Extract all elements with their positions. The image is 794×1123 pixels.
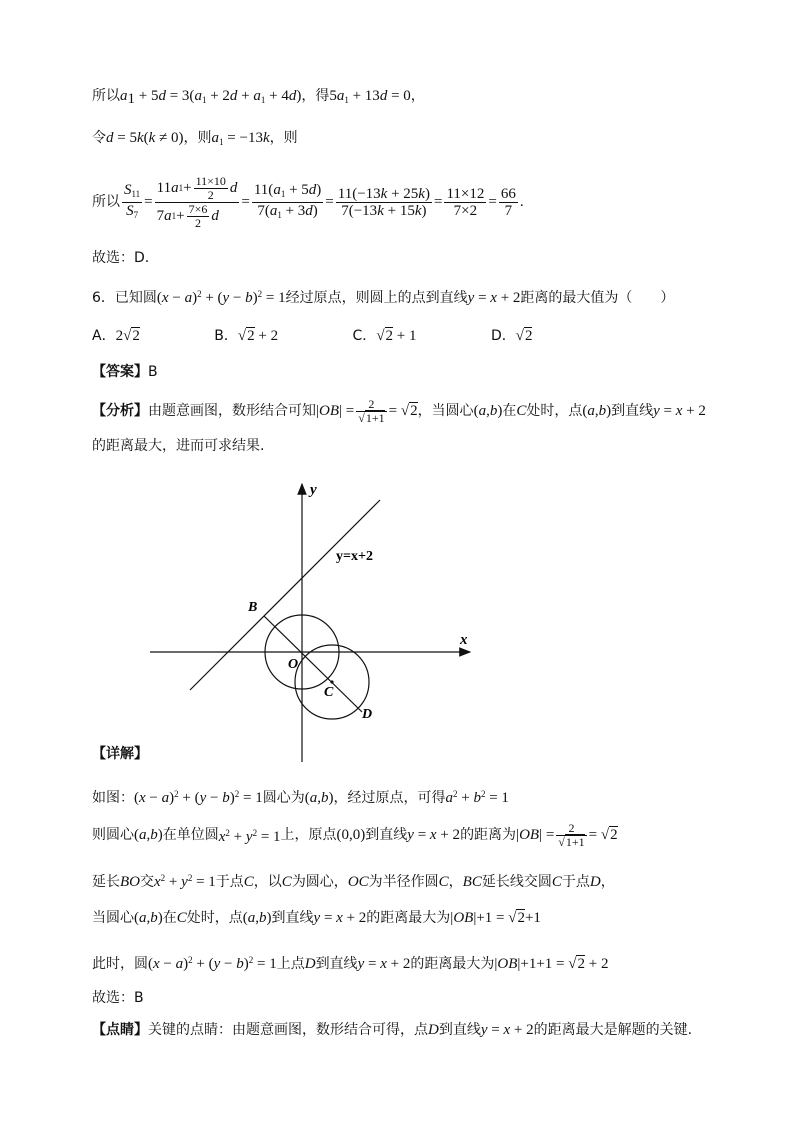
- text: C．: [352, 328, 377, 344]
- text: ，则: [183, 130, 212, 146]
- detail-line-6: 故选：B: [92, 990, 144, 1006]
- result-fraction: $\frac{66}{7}$: [500, 185, 516, 219]
- detail-line-1: 如图：$(x - a)^2 + (y - b)^2 = 1$圆心为(a,b)，经过原点，可得$a^2 + b^2 = 1$: [92, 789, 509, 806]
- text: 距离的最大值为（ ）: [520, 290, 675, 306]
- text: 经过原点，则圆上的点到直线: [285, 290, 468, 306]
- text: 于点: [215, 874, 244, 890]
- label-c: C: [324, 685, 334, 700]
- comment-line: 【点睛】关键的点睛：由题意画图，数形结合可得，点D到直线y = x + 2的距离最大是解题的关键.: [92, 1022, 693, 1038]
- detail-tag: [92, 744, 148, 764]
- text: 令: [92, 130, 106, 146]
- text: 圆心为: [262, 790, 305, 806]
- text: 当圆心: [92, 910, 134, 926]
- text: 所以: [92, 88, 120, 104]
- text: 到直线: [438, 1022, 481, 1038]
- text: ，: [410, 88, 425, 104]
- text: 上点: [276, 956, 305, 972]
- text: 到直线: [315, 956, 358, 972]
- text: 如图：: [92, 790, 134, 806]
- text: 由题意画图，数形结合可知: [148, 403, 316, 419]
- text: 的距离为: [460, 827, 517, 843]
- text: 处时，点: [186, 910, 243, 926]
- text: 到直线: [365, 827, 408, 843]
- detail-line-3: 延长BO交$x^2 + y^2 = 1$于点C，以C为圆心，OC为半径作圆C，BC延长线交圆C于点D，: [92, 873, 615, 890]
- analysis-line-2: 的距离最大，进而可求结果.: [92, 438, 265, 454]
- text: ，: [600, 874, 615, 890]
- text: 的距离最大为: [410, 956, 495, 972]
- analysis-tag: 【分析】: [92, 403, 148, 419]
- text: 6．已知圆: [92, 290, 157, 306]
- text: 到直线: [271, 910, 314, 926]
- text: 关键的点睛：由题意画图，数形结合可得，点: [148, 1022, 428, 1038]
- text: 上，原点: [280, 827, 337, 843]
- text: B．: [214, 328, 238, 344]
- text: 所以: [92, 194, 120, 210]
- option-a[interactable]: A．2√2: [92, 328, 140, 344]
- x-label: x: [460, 632, 468, 648]
- detail-line-2: 则圆心 (a,b) 在单位圆 $x^2 + y^2 = 1$ 上，原点 (0,0) 到直线 y = x + 2 的距离为 |OB| = $\frac{2}{√1+1}$ = √2: [92, 820, 618, 849]
- line-y-eq-x-plus-2: [190, 500, 380, 690]
- text: 的距离最大为: [366, 910, 451, 926]
- option-c[interactable]: C．√2 + 1: [352, 328, 417, 344]
- text: 为半径作圆: [368, 874, 439, 890]
- options-row: [92, 326, 532, 346]
- detail-line-4: 当圆心(a,b)在C处时，点(a,b)到直线y = x + 2的距离最大为|OB|+1 = √2+1: [92, 910, 541, 926]
- text: ，得: [301, 88, 330, 104]
- solution-line-3: 所以 $\frac{S_{11}}{S_7}$ = 11 a 1 + $\frac{11\times 10}{2}$ d 7 a 1 + $\frac{7\times 6}{2}$ d = $\frac{11(a_1 + 5d)}{7(a_1 + 3d)}$ = $\frac{11(-13k + 25k)}{7(-13k + 15k)}$ = $\frac{11\times 12}{7\times 2}$ = $\frac{66}{7}$ .: [92, 173, 524, 230]
- segment-bd: [264, 616, 362, 712]
- point-c: [330, 680, 333, 683]
- solution-line-2: 令d = 5k(k ≠ 0)，则$a_1 = -13k$，则: [92, 130, 298, 147]
- sum-formula-fraction: 11 a 1 + $\frac{11\times 10}{2}$ d 7 a 1 + $\frac{7\times 6}{2}$ d: [156, 173, 238, 230]
- simplified-fraction-1: $\frac{11(a_1 + 5d)}{7(a_1 + 3d)}$: [253, 181, 322, 220]
- text: 在: [162, 910, 177, 926]
- y-label: y: [310, 482, 317, 498]
- text: 到直线: [611, 403, 654, 419]
- analysis-line-1: 【分析】 由题意画图，数形结合可知 |OB| = $\frac{2}{√1+1}$ = √2 ，当圆心 (a,b) 在 C 处时，点 (a,b) 到直线 y = x + 2: [92, 396, 706, 425]
- text: 交: [140, 874, 154, 890]
- text: ，: [448, 874, 463, 890]
- text: 处时，点: [526, 403, 583, 419]
- answer-value: B: [148, 364, 158, 380]
- comment-tag: 【点睛】: [92, 1022, 148, 1038]
- text: 【详解】: [92, 746, 148, 762]
- text: 此时，圆: [92, 956, 148, 972]
- answer-line: [92, 362, 158, 382]
- line-label: y=x+2: [336, 549, 373, 564]
- solution-line-1: 所以$a_1 + 5d = 3(a_1 + 2d + a_1 + 4d)$，得$5a_1 + 13d = 0$，: [92, 88, 425, 107]
- text: 则圆心: [92, 827, 134, 843]
- text: A．: [92, 328, 116, 344]
- option-d[interactable]: D．√2: [490, 328, 533, 344]
- answer-tag: 【答案】: [92, 364, 148, 380]
- text: ，以: [253, 874, 282, 890]
- label-b: B: [248, 600, 258, 615]
- text: 为圆心，: [291, 874, 348, 890]
- geometry-figure: [140, 478, 480, 768]
- text: 的距离最大是解题的关键.: [533, 1022, 693, 1038]
- text: 于点: [561, 874, 590, 890]
- text: ，经过原点，可得: [333, 790, 446, 806]
- choice-d-line: 故选：D.: [92, 250, 150, 266]
- text: 延长: [92, 874, 120, 890]
- detail-line-5: 此时，圆$(x - a)^2 + (y - b)^2 = 1$上点D到直线y = x + 2的距离最大为|OB|+1+1 = √2 + 2: [92, 955, 609, 972]
- text: ，当圆心: [417, 403, 474, 419]
- simplified-fraction-3: $\frac{11\times 12}{7\times 2}$: [446, 185, 485, 219]
- text: 在单位圆: [162, 827, 219, 843]
- option-b[interactable]: B．√2 + 2: [214, 328, 279, 344]
- text: 在: [502, 403, 517, 419]
- label-o: O: [288, 657, 299, 672]
- simplified-fraction-2: $\frac{11(-13k + 25k)}{7(-13k + 15k)}$: [337, 185, 430, 219]
- label-d: D: [362, 707, 373, 722]
- question-6: 6．已知圆$(x - a)^2 + (y - b)^2 = 1$经过原点，则圆上的点到直线y = x + 2距离的最大值为（ ）: [92, 289, 675, 306]
- s11-over-s7: $\frac{S_{11}}{S_7}$: [124, 181, 141, 220]
- text: 延长线交圆: [481, 874, 552, 890]
- text: ，则: [269, 130, 298, 146]
- text: D．: [490, 328, 516, 344]
